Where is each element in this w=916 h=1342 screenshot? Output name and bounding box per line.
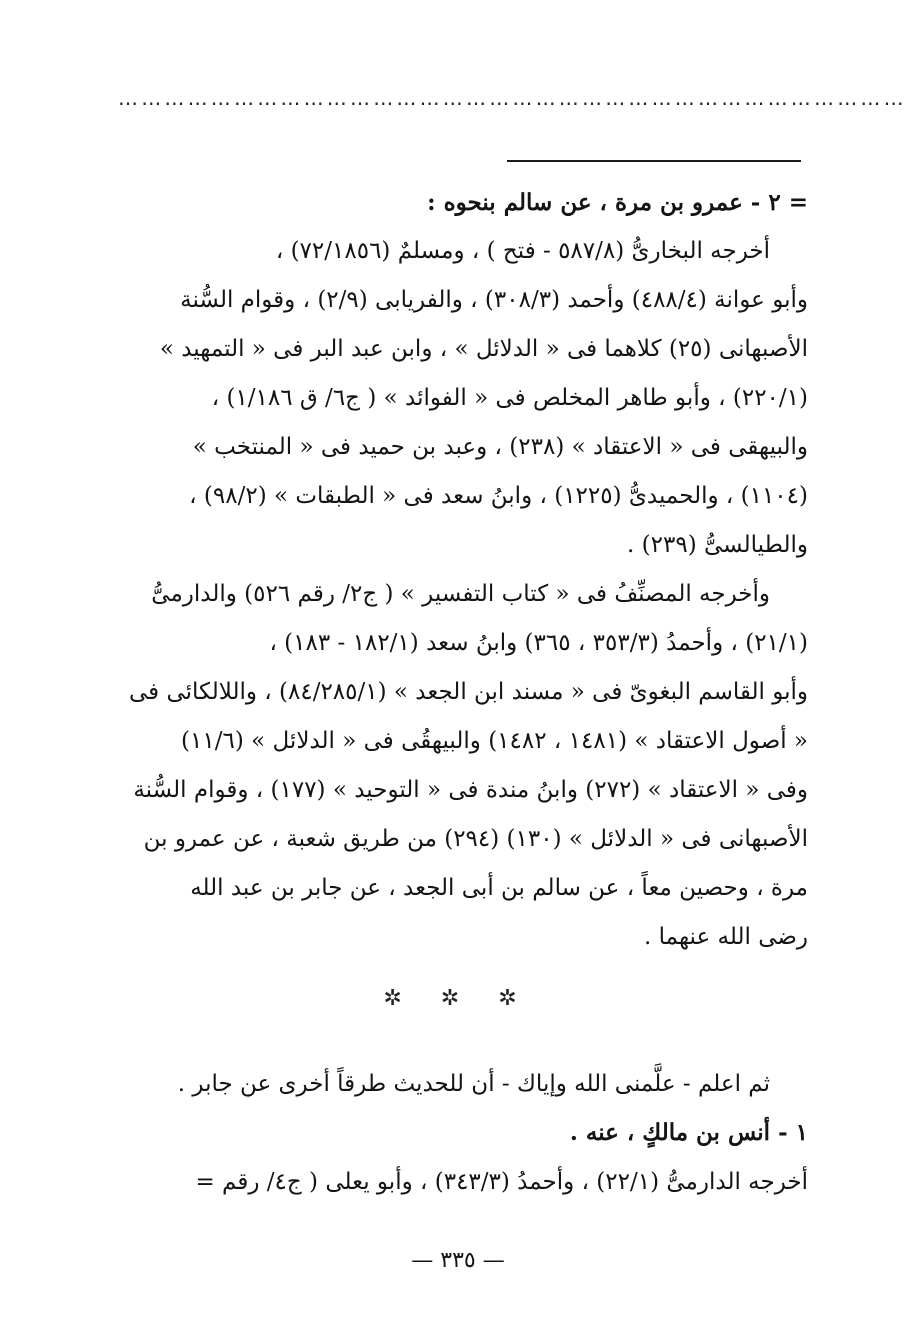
footnote-dotted-line: ………………………………………………………………………………………… [118,86,907,110]
section-heading: = ٢ - عمرو بن مرة ، عن سالم بنحوه : [427,189,808,216]
paragraph-line: والطيالسىُّ (٢٣٩) . [627,532,808,558]
paragraph-line: الأصبهانى فى « الدلائل » (١٣٠) (٢٩٤) من طريق شعبة ، عن عمرو بن [143,826,808,852]
paragraph-line: أخرجه البخارىُّ (٥٨٧/٨ - فتح ) ، ومسلمٌ (٧٢/١٨٥٦) ، [275,238,770,264]
paragraph-line: ثم اعلم - علَّمنى الله وإياك - أن للحديث طرقاً أخرى عن جابر . [177,1071,770,1097]
paragraph-line: والبيهقى فى « الاعتقاد » (٢٣٨) ، وعبد بن حميد فى « المنتخب » [192,434,808,460]
section-other-routes [100,1056,808,1203]
page-number: — ٣٣٥ — [411,1248,505,1273]
footnote-separator-rule [507,160,801,162]
paragraph-line: وأبو القاسم البغوىّ فى « مسند ابن الجعد » (٨٤/٢٨٥/١) ، واللالكائى فى [128,679,808,705]
paragraph-line: الأصبهانى (٢٥) كلاهما فى « الدلائل » ، وابن عبد البر فى « التمهيد » [159,336,808,362]
subsection-heading: ١ - أنس بن مالكٍ ، عنه . [569,1119,808,1146]
paragraph-line: وأبو عوانة (٤٨٨/٤) وأحمد (٣٠٨/٣) ، والفريابى (٢/٩) ، وقوام السُّنة [180,287,808,313]
paragraph-line: (٢١/١) ، وأحمدُ (٣٥٣/٣ ، ٣٦٥) وابنُ سعد (١٨٢/١ - ١٨٣) ، [269,630,808,656]
paragraph-line: (٢٢٠/١) ، وأبو طاهر المخلص فى « الفوائد » ( ج٦/ ق ١/١٨٦) ، [211,385,808,411]
paragraph-line: (١١٠٤) ، والحميدىُّ (١٢٢٥) ، وابنُ سعد فى « الطبقات » (٩٨/٢) ، [189,483,808,509]
paragraph-line: وفى « الاعتقاد » (٢٧٢) وابنُ مندة فى « التوحيد » (١٧٧) ، وقوام السُّنة [133,777,808,803]
paragraph-line: رضى الله عنهما . [644,924,808,950]
paragraph-line: « أصول الاعتقاد » (١٤٨١ ، ١٤٨٢) والبيهقُى فى « الدلائل » (١١/٦) [181,728,808,754]
section-separator-stars: ✲ ✲ ✲ [383,986,533,1011]
section-amr-bin-murrah [100,178,808,962]
paragraph-line: أخرجه الدارمىُّ (٢٢/١) ، وأحمدُ (٣٤٣/٣) ، وأبو يعلى ( ج٤/ رقم = [195,1169,808,1195]
paragraph-line: وأخرجه المصنِّفُ فى « كتاب التفسير » ( ج٢/ رقم ٥٢٦) والدارمىُّ [151,581,770,607]
paragraph-line: مرة ، وحصين معاً ، عن سالم بن أبى الجعد ، عن جابر بن عبد الله [190,875,808,901]
